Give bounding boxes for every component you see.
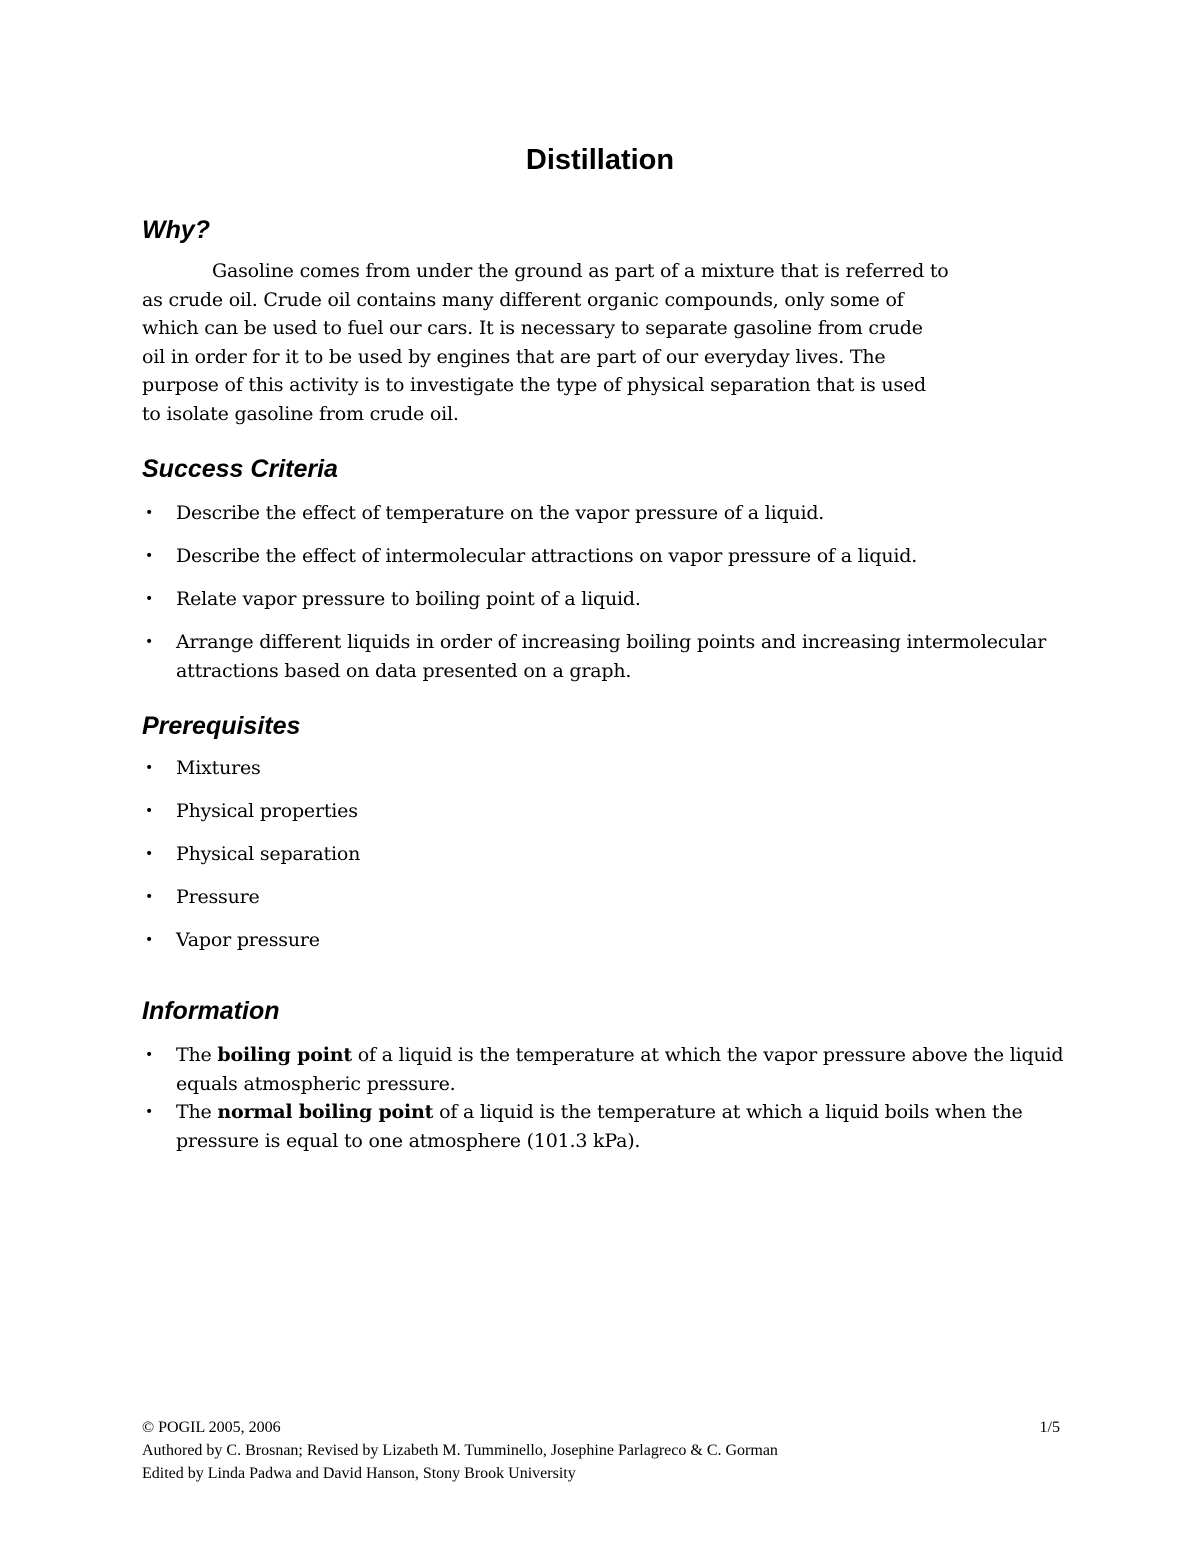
authors-text: Authored by C. Brosnan; Revised by Lizabeth M. Tumminello, Josephine Parlagreco & C. Gorman xyxy=(142,1442,778,1459)
bullet-icon: • xyxy=(144,1104,154,1120)
page-title: Distillation xyxy=(525,144,675,176)
bullet-icon: • xyxy=(144,591,154,607)
page-footer xyxy=(142,1416,1060,1485)
why-line-5: purpose of this activity is to investigate the type of physical separation that is used xyxy=(142,374,926,396)
copyright-text: © POGIL 2005, 2006 xyxy=(142,1419,281,1436)
information-list xyxy=(142,1041,1072,1155)
list-item: • Physical properties xyxy=(142,797,1072,826)
why-line-3: which can be used to fuel our cars. It is necessary to separate gasoline from crude xyxy=(142,317,923,339)
term-normal-boiling-point: normal boiling point xyxy=(217,1101,434,1123)
list-item: • Vapor pressure xyxy=(142,926,1072,955)
list-item: • The boiling point of a liquid is the temperature at which the vapor pressure above the liquid equals atmospheric pressure. xyxy=(142,1041,1072,1098)
bullet-icon: • xyxy=(144,760,154,776)
editors-text: Edited by Linda Padwa and David Hanson, Stony Brook University xyxy=(142,1465,576,1482)
bullet-icon: • xyxy=(144,548,154,564)
why-heading: Why? xyxy=(142,216,211,244)
list-item: • Describe the effect of temperature on the vapor pressure of a liquid. xyxy=(142,499,1072,528)
why-line-6: to isolate gasoline from crude oil. xyxy=(142,402,459,425)
success-criteria-heading: Success Criteria xyxy=(142,455,338,483)
list-item: • Physical separation xyxy=(142,840,1072,869)
bullet-icon: • xyxy=(144,803,154,819)
prerequisites-heading: Prerequisites xyxy=(142,712,301,740)
list-item: • The normal boiling point of a liquid is the temperature at which a liquid boils when the pressure is equal to one atmosphere (101.3 kPa). xyxy=(142,1098,1072,1155)
why-line-1: Gasoline comes from under the ground as part of a mixture that is referred to xyxy=(212,260,949,282)
why-paragraph xyxy=(142,257,1072,428)
list-item: • Describe the effect of intermolecular attractions on vapor pressure of a liquid. xyxy=(142,542,1072,571)
list-item: • Pressure xyxy=(142,883,1072,912)
page-number: 1/5 xyxy=(1039,1419,1060,1436)
bullet-icon: • xyxy=(144,889,154,905)
why-line-2: as crude oil. Crude oil contains many different organic compounds, only some of xyxy=(142,288,904,311)
list-item: • Arrange different liquids in order of increasing boiling points and increasing intermolecular attractions based on data presented on a graph. xyxy=(142,628,1072,685)
why-line-4: oil in order for it to be used by engines that are part of our everyday lives. The xyxy=(142,345,886,368)
bullet-icon: • xyxy=(144,932,154,948)
bullet-icon: • xyxy=(144,505,154,521)
list-item: • Relate vapor pressure to boiling point of a liquid. xyxy=(142,585,1072,614)
information-heading: Information xyxy=(142,997,280,1025)
term-boiling-point: boiling point xyxy=(217,1044,352,1066)
bullet-icon: • xyxy=(144,634,154,650)
bullet-icon: • xyxy=(144,1047,154,1063)
list-item: • Mixtures xyxy=(142,754,1072,783)
prerequisites-list xyxy=(142,754,1072,969)
success-criteria-list xyxy=(142,499,1072,700)
bullet-icon: • xyxy=(144,846,154,862)
